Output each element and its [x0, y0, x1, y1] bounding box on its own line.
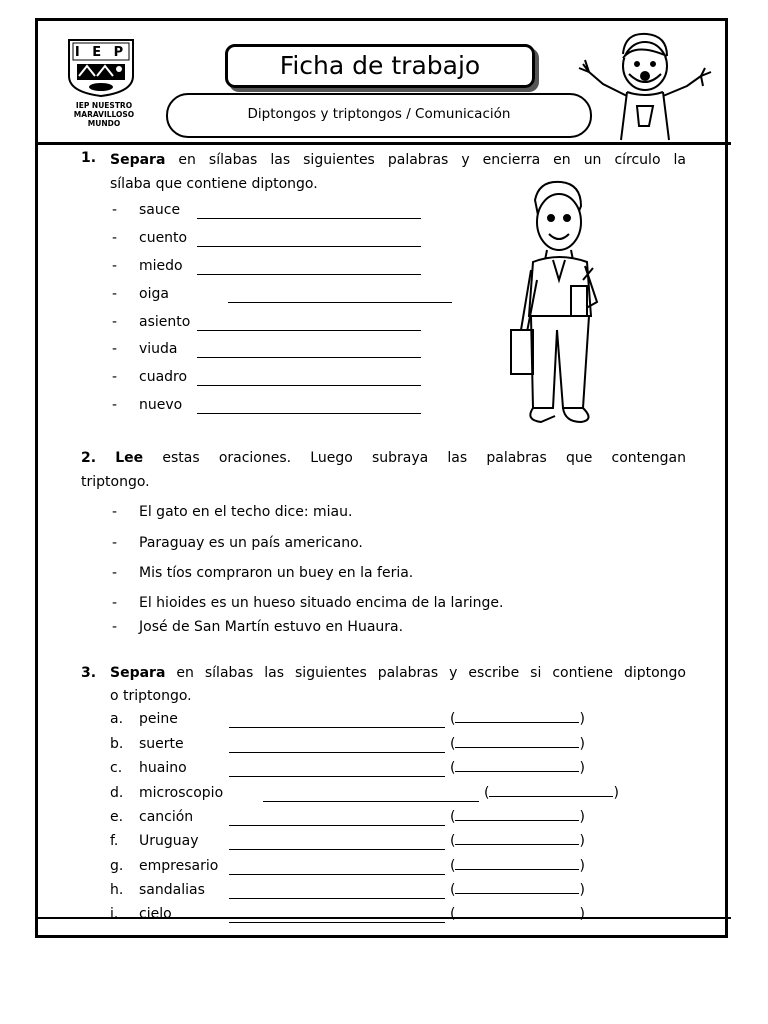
sentence-text: José de San Martín estuvo en Huaura.	[139, 619, 404, 635]
question-2-verb: Lee	[115, 450, 144, 466]
list-dash: -	[112, 535, 118, 551]
answer-line[interactable]	[197, 218, 421, 219]
answer-line[interactable]	[197, 385, 421, 386]
classification-blank[interactable]: ( )	[450, 809, 585, 825]
item-letter: f.	[110, 833, 119, 849]
list-dash: -	[112, 595, 118, 611]
list-dash: -	[112, 314, 118, 330]
word-label: miedo	[139, 258, 183, 274]
question-3-text: o triptongo.	[110, 688, 192, 704]
school-name-line: MUNDO	[87, 119, 121, 128]
answer-line[interactable]	[228, 302, 452, 303]
answer-line[interactable]	[197, 330, 421, 331]
classification-blank[interactable]: ( )	[450, 760, 585, 776]
classification-blank[interactable]: ( )	[450, 711, 585, 727]
syllable-answer-line[interactable]	[229, 922, 445, 923]
list-dash: -	[112, 230, 118, 246]
word-label: viuda	[139, 341, 178, 357]
school-shield-icon	[67, 38, 135, 98]
question-1-instruction	[110, 148, 686, 196]
list-dash: -	[112, 619, 118, 635]
syllable-answer-line[interactable]	[229, 874, 445, 875]
answer-line[interactable]	[197, 246, 421, 247]
word-label: microscopio	[139, 785, 224, 801]
item-letter: e.	[110, 809, 124, 825]
sentence-text: El hioides es un hueso situado encima de la laringe.	[139, 595, 504, 611]
syllable-answer-line[interactable]	[263, 801, 479, 802]
syllable-answer-line[interactable]	[229, 752, 445, 753]
page-subtitle: Diptongos y triptongos / Comunicación	[166, 93, 592, 138]
word-label: Uruguay	[139, 833, 199, 849]
word-label: asiento	[139, 314, 191, 330]
school-name	[56, 101, 152, 128]
list-dash: -	[112, 202, 118, 218]
word-label: empresario	[139, 858, 219, 874]
question-1-text: en sílabas las siguientes palabras y encierra en un círculo la	[165, 152, 686, 168]
sentence-text: El gato en el techo dice: miau.	[139, 504, 353, 520]
boy-with-pencil-icon	[505, 180, 605, 428]
sentence-text: Mis tíos compraron un buey en la feria.	[139, 565, 414, 581]
question-2-text: estas oraciones. Luego subraya las palabras que contengan	[143, 450, 686, 466]
page-title: Ficha de trabajo	[225, 44, 535, 88]
word-label: canción	[139, 809, 194, 825]
list-dash: -	[112, 369, 118, 385]
list-dash: -	[112, 504, 118, 520]
kid-with-mask-icon	[575, 28, 715, 143]
question-2-text: triptongo.	[81, 474, 150, 490]
classification-blank[interactable]: ( )	[450, 858, 585, 874]
syllable-answer-line[interactable]	[229, 898, 445, 899]
item-letter: i.	[110, 906, 119, 922]
item-letter: c.	[110, 760, 123, 776]
item-letter: g.	[110, 858, 124, 874]
word-label: suerte	[139, 736, 184, 752]
question-3-instruction	[110, 662, 686, 708]
classification-blank[interactable]: ( )	[450, 906, 585, 922]
question-3-verb: Separa	[110, 665, 166, 681]
word-label: peine	[139, 711, 178, 727]
answer-line[interactable]	[197, 413, 421, 414]
syllable-answer-line[interactable]	[229, 776, 445, 777]
question-3-number: 3.	[81, 665, 97, 681]
word-label: cuadro	[139, 369, 188, 385]
list-dash: -	[112, 286, 118, 302]
item-letter: b.	[110, 736, 124, 752]
school-name-line: MARAVILLOSO	[73, 110, 135, 119]
classification-blank[interactable]: ( )	[450, 882, 585, 898]
list-dash: -	[112, 258, 118, 274]
question-3-text: en sílabas las siguientes palabras y escribe si contiene diptongo	[165, 665, 686, 681]
item-letter: d.	[110, 785, 124, 801]
syllable-answer-line[interactable]	[229, 825, 445, 826]
item-letter: a.	[110, 711, 124, 727]
word-label: nuevo	[139, 397, 183, 413]
question-1-text: sílaba que contiene diptongo.	[110, 176, 318, 192]
word-label: sauce	[139, 202, 181, 218]
classification-blank[interactable]: ( )	[450, 833, 585, 849]
classification-blank[interactable]: ( )	[484, 785, 619, 801]
question-1-number: 1.	[81, 150, 97, 166]
question-2-number: 2.	[81, 450, 97, 466]
word-label: huaino	[139, 760, 187, 776]
answer-line[interactable]	[197, 357, 421, 358]
item-letter: h.	[110, 882, 124, 898]
question-2-instruction	[81, 446, 686, 494]
list-dash: -	[112, 397, 118, 413]
question-1-verb: Separa	[110, 152, 166, 168]
svg-text:I E P: I E P	[74, 45, 128, 60]
word-label: oiga	[139, 286, 169, 302]
school-name-line: IEP NUESTRO	[75, 101, 133, 110]
sentence-text: Paraguay es un país americano.	[139, 535, 363, 551]
word-label: cuento	[139, 230, 188, 246]
word-label: cielo	[139, 906, 172, 922]
word-label: sandalias	[139, 882, 205, 898]
list-dash: -	[112, 341, 118, 357]
syllable-answer-line[interactable]	[229, 727, 445, 728]
list-dash: -	[112, 565, 118, 581]
classification-blank[interactable]: ( )	[450, 736, 585, 752]
answer-line[interactable]	[197, 274, 421, 275]
syllable-answer-line[interactable]	[229, 849, 445, 850]
